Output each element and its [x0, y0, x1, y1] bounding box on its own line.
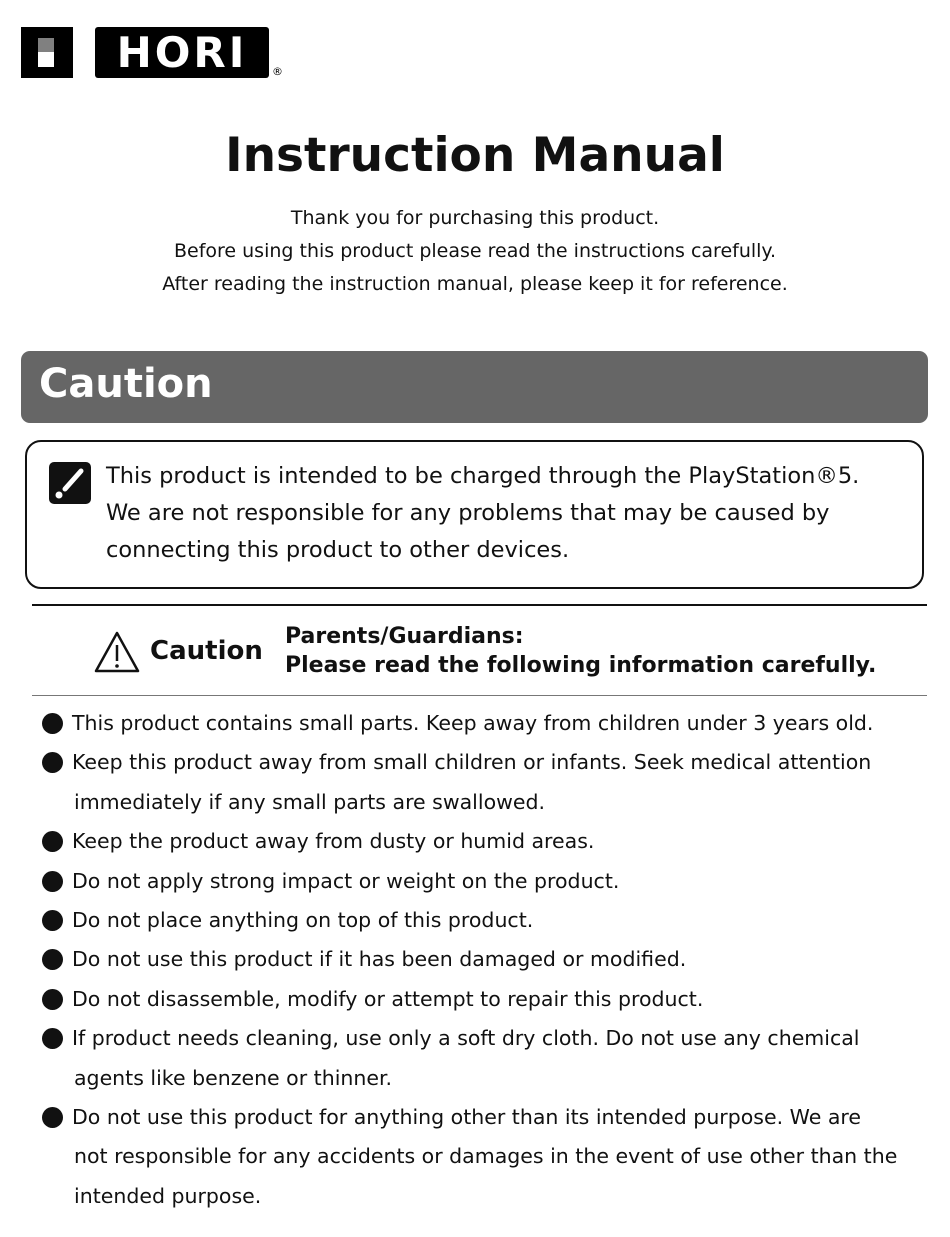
list-item-line: Do not apply strong impact or weight on the product. — [72, 868, 620, 893]
list-item — [42, 980, 942, 1019]
hori-logo — [21, 27, 286, 82]
list-item — [42, 704, 942, 743]
caution-section-header — [21, 351, 928, 423]
list-item — [42, 743, 942, 822]
list-item — [42, 1098, 942, 1216]
caution-list — [42, 704, 942, 1216]
note-icon — [49, 462, 91, 504]
list-item — [42, 1019, 942, 1098]
list-item-line: agents like benzene or thinner. — [74, 1065, 393, 1090]
list-item — [42, 862, 942, 901]
warning-label: Caution — [150, 636, 263, 666]
note-line: We are not responsible for any problems that may be caused by — [106, 500, 830, 526]
warning-line: Parents/Guardians: — [285, 624, 524, 649]
divider — [32, 695, 927, 696]
list-item-line: Keep this product away from small children or infants. Seek medical attention — [72, 750, 872, 775]
list-item — [42, 901, 942, 940]
warning-text — [285, 622, 876, 680]
divider — [32, 604, 927, 606]
list-item-line: not responsible for any accidents or damages in the event of use other than the — [74, 1144, 898, 1169]
list-item-line: Do not use this product for anything other than its intended purpose. We are — [72, 1105, 861, 1130]
warning-line: Please read the following information carefully. — [285, 653, 877, 678]
list-item-line: immediately if any small parts are swallowed. — [74, 789, 546, 814]
caution-heading: Caution — [39, 361, 213, 407]
list-item-line: Do not place anything on top of this product. — [72, 908, 534, 933]
bullet-icon — [42, 989, 63, 1010]
list-item-line: Do not disassemble, modify or attempt to repair this product. — [72, 986, 704, 1011]
intro-line: Before using this product please read the instructions carefully. — [173, 240, 777, 262]
list-item-line: Keep the product away from dusty or humid areas. — [72, 829, 595, 854]
page-title: Instruction Manual — [225, 128, 725, 183]
list-item — [42, 940, 942, 979]
intro-line: After reading the instruction manual, please keep it for reference. — [162, 273, 788, 295]
bullet-icon — [42, 831, 63, 852]
list-item-line: intended purpose. — [74, 1183, 262, 1208]
note-line: This product is intended to be charged through the PlayStation®5. — [106, 463, 860, 489]
bullet-icon — [42, 1107, 63, 1128]
bullet-icon — [42, 871, 63, 892]
charging-note-box — [25, 440, 924, 589]
note-line: connecting this product to other devices. — [106, 537, 570, 563]
logo-mark-icon — [21, 27, 73, 78]
list-item-line: This product contains small parts. Keep away from children under 3 years old. — [72, 711, 874, 735]
bullet-icon — [42, 910, 63, 931]
list-item — [42, 822, 942, 861]
intro-line: Thank you for purchasing this product. — [290, 207, 660, 229]
note-text — [106, 458, 859, 569]
bullet-icon — [42, 1028, 63, 1049]
bullet-icon — [42, 713, 63, 734]
warning-triangle-icon — [94, 630, 140, 678]
brand-name: HORI — [95, 27, 269, 78]
bullet-icon — [42, 752, 63, 773]
list-item-line: Do not use this product if it has been damaged or modified. — [72, 947, 687, 972]
bullet-icon — [42, 949, 63, 970]
list-item-line: If product needs cleaning, use only a soft dry cloth. Do not use any chemical — [72, 1026, 860, 1051]
registered-mark: ® — [272, 65, 283, 78]
